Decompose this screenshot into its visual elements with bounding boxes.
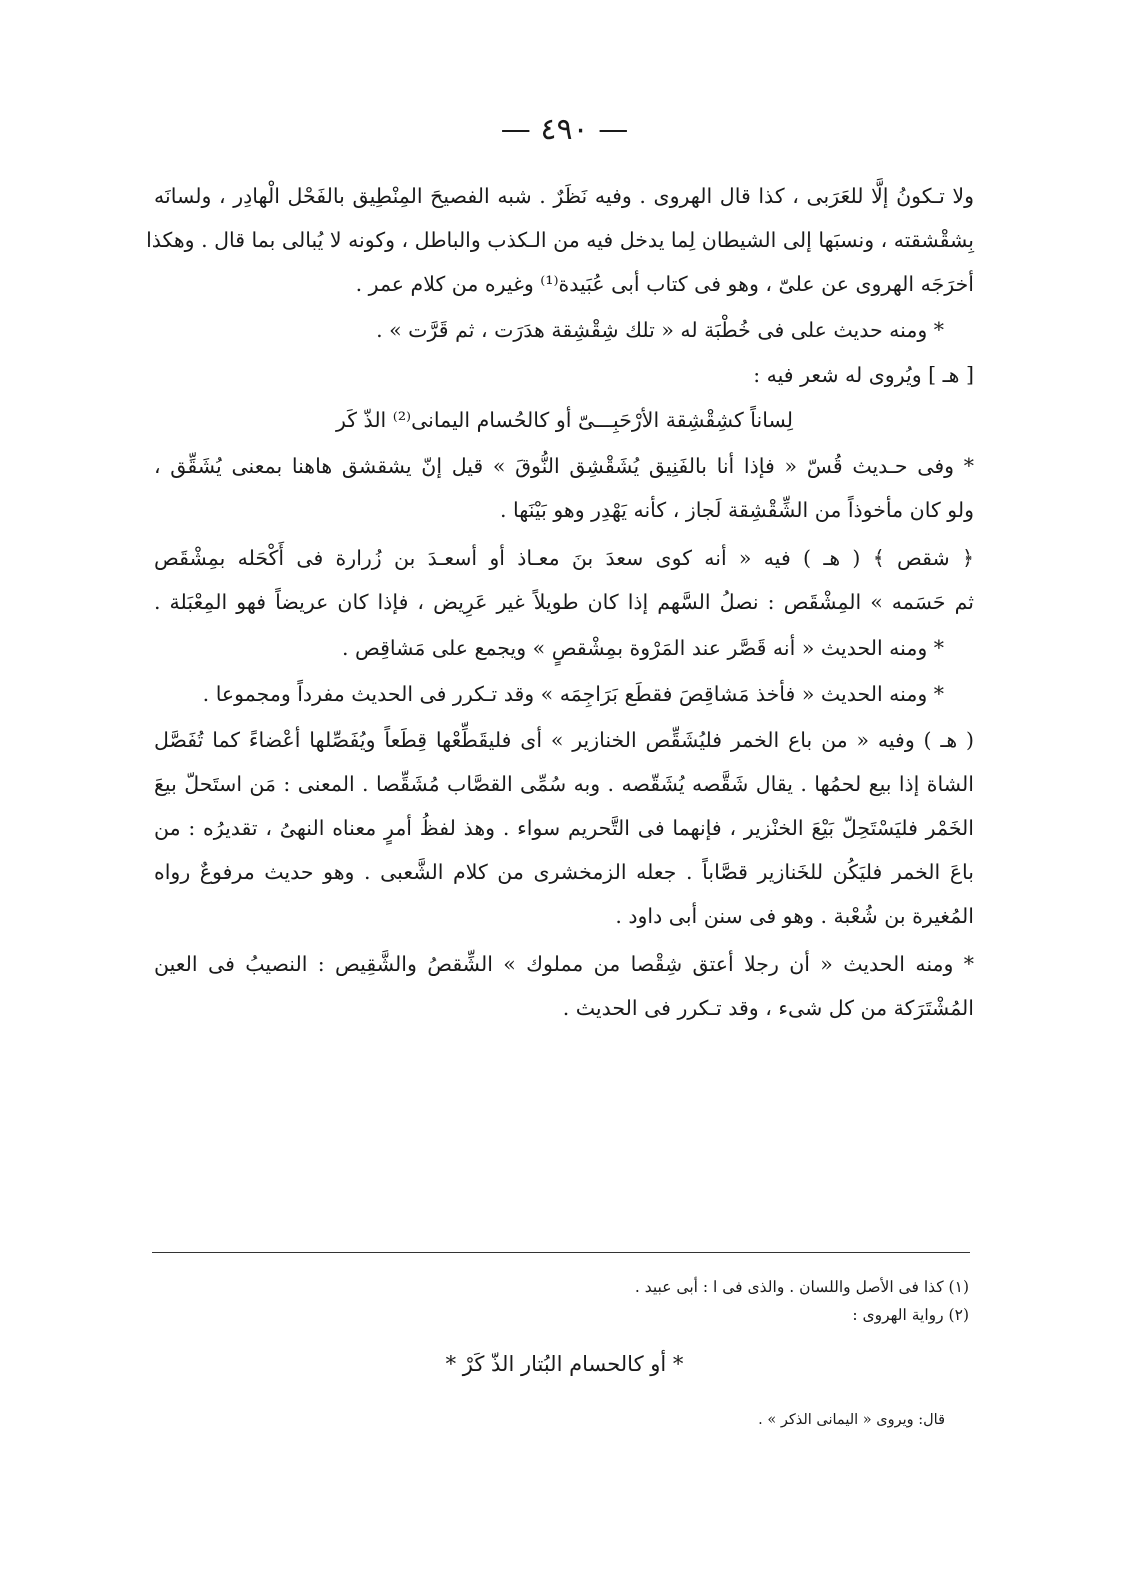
text-line: الشاة إذا بيع لحمُها . يقال شَقَّصه يُشَقّصه . وبه سُمِّى القصَّاب مُشَقِّصا . المعنى : مَن استَحلّ بيعَ xyxy=(154,772,974,796)
footnote-separator xyxy=(152,1252,970,1253)
footnote-verse: * أو كالحسام البُتار الذّ كَرْ * xyxy=(445,1352,684,1376)
text-line: * وفى حـديث قُسّ « فإذا أنا بالفَنِيق يُشَقْشِق النُّوقَ » قيل إنّ يشقشق هاهنا بمعنى يُشَقِّق ، xyxy=(154,454,974,478)
page-number: — ٤٩٠ — xyxy=(500,112,629,147)
entry-heading-line: ﴿ شقص ﴾ ( هـ ) فيه « أنه كوى سعدَ بنَ معـاذ أو أسعـدَ بن زُرارة فى أَكْحَله بمِشْقَص xyxy=(154,546,974,570)
text-line: * ومنه حديث على فى خُطْبَة له « تلك شِقْشِقة هدَرَت ، ثم قَرَّت » . xyxy=(376,318,944,342)
text-line: ولا تـكونُ إلَّا للعَرَبى ، كذا قال الهروى . وفيه نَظَرٌ . شبه الفصيحَ المِنْطِيق بالفَحْل الْهادِر ، ولسانَه xyxy=(154,184,974,208)
text-line: * ومنه الحديث « أنه قَصَّر عند المَرْوة بمِشْقصٍ » ويجمع على مَشاقِص . xyxy=(341,636,944,660)
footnote-2: (٢) رواية الهروى : xyxy=(852,1306,969,1324)
text-line: * ومنه الحديث « فأخذ مَشاقِصَ فقطَع بَرَاجِمَه » وقد تـكرر فى الحديث مفرداً ومجموعا . xyxy=(202,682,944,706)
text-line: [ هـ ] ويُروى له شعر فيه : xyxy=(753,363,974,387)
text-line: بِشقْشقته ، ونسبَها إلى الشيطان لِما يدخل فيه من الـكذب والباطل ، وكونه لا يُبالى بما قال . وهكذا xyxy=(146,228,974,252)
text-line: المُشْتَرَكة من كل شىء ، وقد تـكرر فى الحديث . xyxy=(562,996,974,1020)
footnote-1: (١) كذا فى الأصل واللسان . والذى فى ا : أبى عبيد . xyxy=(634,1278,969,1296)
text-line: ( هـ ) وفيه « من باع الخمر فليُشَقِّص الخنازير » أى فليقَطِّعْها قِطَعاً ويُفَصِّلها أعْضاءً كما تُفَصَّل xyxy=(154,728,974,752)
text-line: ثم حَسَمه » المِشْقَص : نصلُ السَّهم إذا كان طويلاً غير عَرِيض ، فإذا كان عريضاً فهو المِعْبَلة . xyxy=(154,590,974,614)
text-line: ولو كان مأخوذاً من الشِّقْشِقة لَجاز ، كأنه يَهْدِر وهو بَيْنَها . xyxy=(500,498,974,522)
text-line: الخَمْر فليَسْتَحِلّ بَيْعَ الخنْزير ، فإنهما فى التَّحريم سواء . وهذ لفظُ أمرٍ معناه النهىُ ، تقديرُه : من xyxy=(154,816,974,840)
text-line: باعَ الخمر فليَكُن للخَنازير قصَّاباً . جعله الزمخشرى من كلام الشَّعبى . وهو حديث مرفوعٌ رواه xyxy=(154,860,974,884)
text-line: * ومنه الحديث « أن رجلا أعتق شِقْصا من مملوك » الشِّقصُ والشَّقِيص : النصيبُ فى العين xyxy=(154,952,974,976)
text-line: أخرَجَه الهروى عن علىّ ، وهو فى كتاب أبى عُبَيدة⁽¹⁾ وغيره من كلام عمر . xyxy=(355,272,974,296)
verse-line: لِساناً كشِقْشِقة الأرْحَبِـــىّ أو كالحُسام اليمانى⁽²⁾ الذّ كَر xyxy=(335,408,794,432)
text-line: المُغيرة بن شُعْبة . وهو فى سنن أبى داود . xyxy=(615,904,974,928)
footnote-quote: قال: ويروى « اليمانى الذكر » . xyxy=(758,1412,945,1428)
